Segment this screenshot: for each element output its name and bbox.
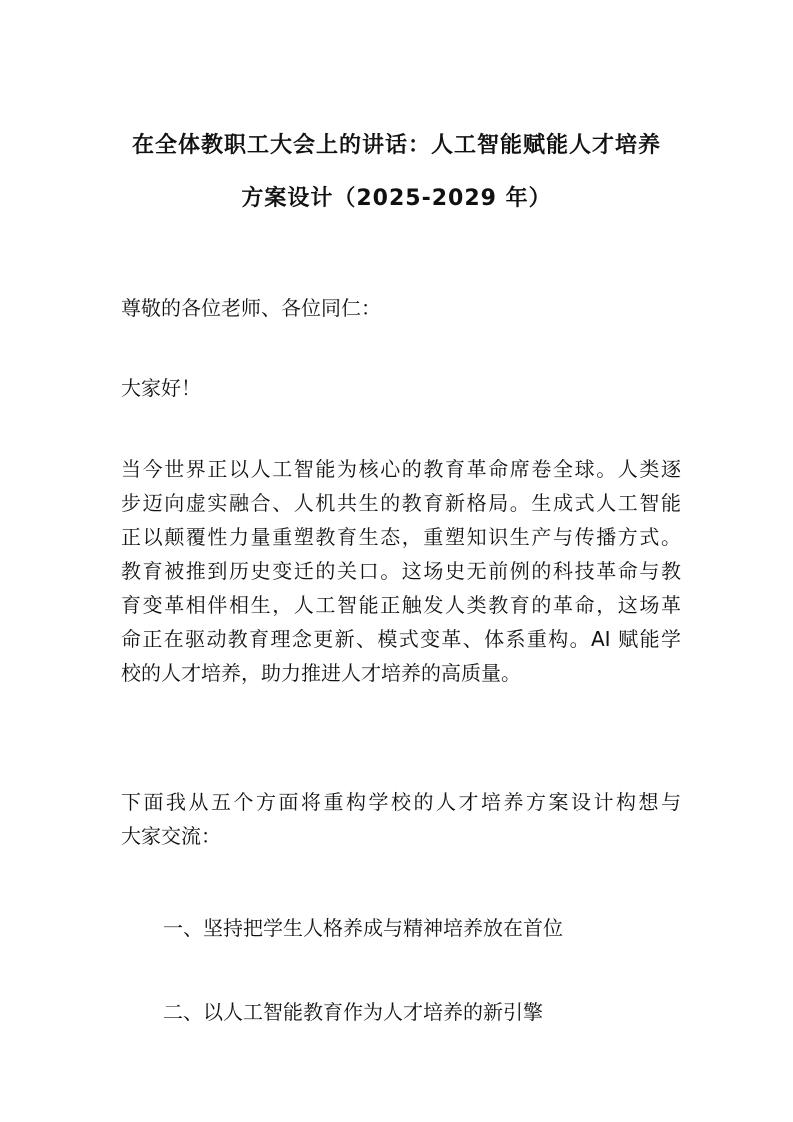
- paragraph-line: 步迈向虚实融合、人机共生的教育新格局。生成式人工智能: [121, 491, 681, 515]
- paragraph-line: 教育被推到历史变迁的关口。这场史无前例的科技革命与教: [121, 559, 681, 583]
- salutation: 尊敬的各位老师、各位同仁：: [121, 296, 381, 320]
- document-title-line-2: 方案设计（2025-2029 年）: [241, 186, 552, 211]
- section-heading-1: 一、坚持把学生人格养成与精神培养放在首位: [163, 916, 563, 940]
- paragraph-line: 育变革相伴相生，人工智能正触发人类教育的革命，这场革: [121, 593, 681, 617]
- intro-paragraph: [121, 452, 681, 690]
- paragraph-line: 下面我从五个方面将重构学校的人才培养方案设计构想与: [121, 790, 681, 814]
- paragraph-line: 当今世界正以人工智能为核心的教育革命席卷全球。人类逐: [121, 457, 681, 481]
- paragraph-line: 大家交流：: [121, 824, 221, 848]
- paragraph-line: 校的人才培养，助力推进人才培养的高质量。: [121, 661, 521, 685]
- section-heading-2: 二、以人工智能教育作为人才培养的新引擎: [163, 1000, 543, 1024]
- transition-paragraph: [121, 785, 681, 853]
- greeting: 大家好！: [121, 376, 201, 400]
- paragraph-line: 命正在驱动教育理念更新、模式变革、体系重构。AI 赋能学: [121, 627, 681, 651]
- document-title-line-1: 在全体教职工大会上的讲话：人工智能赋能人才培养: [131, 133, 661, 158]
- paragraph-line: 正以颠覆性力量重塑教育生态，重塑知识生产与传播方式。: [121, 525, 681, 549]
